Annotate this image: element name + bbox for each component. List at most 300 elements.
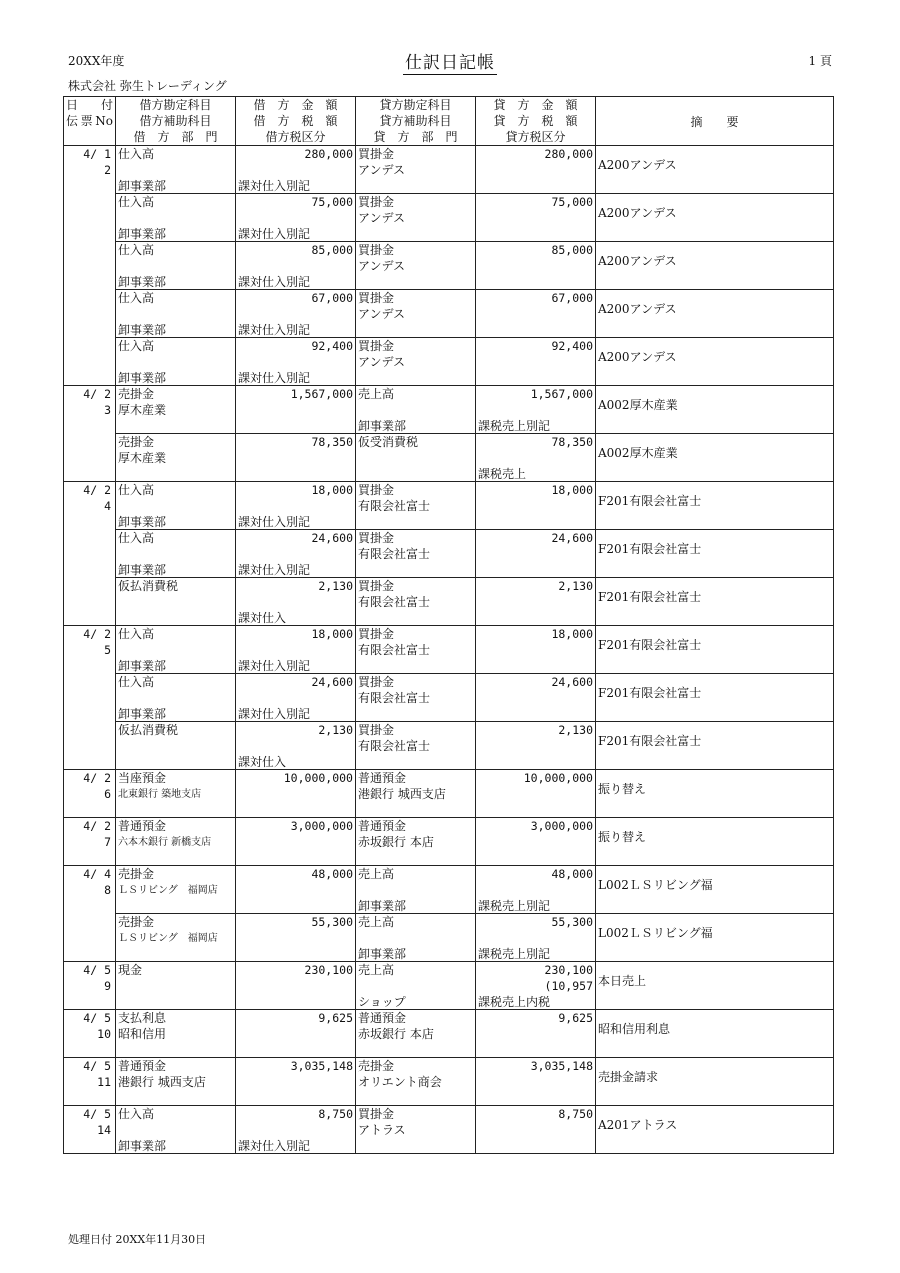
credit-account: 買掛金 — [358, 579, 395, 593]
debit-account: 仕入高 — [118, 243, 155, 257]
entry-description: A201アトラス — [598, 1118, 678, 1132]
debit-department: 卸事業部 — [118, 371, 167, 385]
col-header-credit-account-line2: 貸方補助科目 — [379, 114, 452, 128]
journal-entry-row — [64, 338, 834, 386]
credit-sub-account: アンデス — [358, 307, 406, 321]
debit-account: 仕入高 — [118, 531, 155, 545]
journal-entry-row — [64, 290, 834, 338]
debit-sub-account: 六本木銀行 新橋支店 — [118, 837, 212, 848]
entry-voucher-no: 9 — [104, 979, 111, 993]
debit-amount: 24,600 — [311, 531, 353, 545]
debit-amount-cell — [236, 1058, 356, 1106]
debit-tax-category: 課対仕入 — [238, 611, 287, 625]
debit-account-cell — [116, 818, 236, 866]
debit-department: 卸事業部 — [118, 1139, 167, 1153]
debit-account-cell — [116, 626, 236, 674]
journal-entry-row — [64, 242, 834, 290]
credit-amount: 3,000,000 — [530, 819, 593, 833]
credit-account-cell — [356, 818, 476, 866]
debit-sub-account: 北東銀行 築地支店 — [118, 789, 202, 800]
credit-amount: 230,100 — [544, 963, 593, 977]
description-cell — [596, 818, 834, 866]
journal-entry-row — [64, 1010, 834, 1058]
debit-account: 仮払消費税 — [118, 723, 179, 737]
debit-account: 仕入高 — [118, 147, 155, 161]
header-row — [64, 97, 834, 146]
credit-amount-cell — [476, 1106, 596, 1154]
entry-voucher-no: 7 — [104, 835, 111, 849]
entry-description: 振り替え — [598, 782, 647, 796]
col-header-debit-amount-line3: 借方税区分 — [265, 130, 326, 144]
debit-department: 卸事業部 — [118, 515, 167, 529]
entry-date-cell — [64, 674, 116, 722]
entry-date-cell — [64, 290, 116, 338]
journal-entry-row — [64, 962, 834, 1010]
debit-account: 売掛金 — [118, 387, 155, 401]
debit-amount-cell — [236, 626, 356, 674]
debit-amount: 230,100 — [304, 963, 353, 977]
credit-department: ショップ — [358, 995, 406, 1009]
entry-description: A200アンデス — [598, 350, 677, 364]
debit-amount: 18,000 — [311, 483, 353, 497]
debit-amount-cell — [236, 290, 356, 338]
description-cell — [596, 674, 834, 722]
credit-account-cell — [356, 578, 476, 626]
credit-account: 普通預金 — [358, 1011, 407, 1025]
credit-amount: 24,600 — [551, 675, 593, 689]
credit-account-cell — [356, 242, 476, 290]
credit-account: 売上高 — [358, 387, 395, 401]
credit-amount-cell — [476, 530, 596, 578]
credit-department: 卸事業部 — [358, 899, 407, 913]
debit-tax-category: 課対仕入別記 — [238, 179, 311, 193]
entry-date: 4/ 2 — [83, 771, 111, 785]
credit-amount: 18,000 — [551, 483, 593, 497]
debit-amount: 10,000,000 — [283, 771, 353, 785]
credit-amount-cell — [476, 722, 596, 770]
credit-account-cell — [356, 1106, 476, 1154]
credit-sub-account: 有限会社富士 — [358, 547, 431, 561]
credit-sub-account: 港銀行 城西支店 — [358, 787, 446, 801]
credit-amount-cell — [476, 770, 596, 818]
credit-amount-cell — [476, 674, 596, 722]
description-cell — [596, 1106, 834, 1154]
debit-tax-category: 課対仕入別記 — [238, 659, 311, 673]
credit-account-cell — [356, 722, 476, 770]
description-cell — [596, 194, 834, 242]
debit-tax-category: 課対仕入 — [238, 755, 287, 769]
debit-sub-account: ＬＳリビング 福岡店 — [118, 933, 218, 944]
entry-description: 売掛金請求 — [598, 1070, 659, 1084]
debit-account: 売掛金 — [118, 867, 155, 881]
credit-account-cell — [356, 626, 476, 674]
debit-account-cell — [116, 1106, 236, 1154]
journal-entry-row — [64, 146, 834, 194]
credit-sub-account: 有限会社富士 — [358, 643, 431, 657]
debit-account-cell — [116, 530, 236, 578]
credit-account-cell — [356, 1058, 476, 1106]
credit-sub-account: 有限会社富士 — [358, 739, 431, 753]
entry-description: 本日売上 — [598, 974, 647, 988]
credit-account: 買掛金 — [358, 483, 395, 497]
debit-tax-category: 課対仕入別記 — [238, 275, 311, 289]
credit-tax-amount: (10,957 — [544, 979, 593, 993]
credit-sub-account: 有限会社富士 — [358, 499, 431, 513]
entry-date: 4/ 4 — [83, 867, 111, 881]
credit-sub-account: 有限会社富士 — [358, 595, 431, 609]
credit-account: 売掛金 — [358, 1059, 395, 1073]
entry-description: A002厚木産業 — [598, 446, 678, 460]
credit-account: 買掛金 — [358, 627, 395, 641]
debit-amount-cell — [236, 962, 356, 1010]
entry-description: L002ＬＳリビング福 — [598, 878, 713, 892]
credit-account: 買掛金 — [358, 1107, 395, 1121]
description-cell — [596, 866, 834, 914]
credit-amount-cell — [476, 242, 596, 290]
description-cell — [596, 722, 834, 770]
credit-amount-cell — [476, 1058, 596, 1106]
credit-account: 売上高 — [358, 915, 395, 929]
credit-amount: 85,000 — [551, 243, 593, 257]
entry-voucher-no: 6 — [104, 787, 111, 801]
credit-account: 買掛金 — [358, 243, 395, 257]
credit-amount-cell — [476, 914, 596, 962]
entry-description: F201有限会社富士 — [598, 590, 702, 604]
debit-sub-account: 港銀行 城西支店 — [118, 1075, 206, 1089]
debit-account: 売掛金 — [118, 915, 155, 929]
credit-amount-cell — [476, 866, 596, 914]
debit-amount: 9,625 — [318, 1011, 353, 1025]
credit-sub-account: アンデス — [358, 259, 406, 273]
entry-description: F201有限会社富士 — [598, 542, 702, 556]
credit-sub-account: 赤坂銀行 本店 — [358, 835, 434, 849]
credit-account: 買掛金 — [358, 723, 395, 737]
debit-amount-cell — [236, 482, 356, 530]
debit-account-cell — [116, 770, 236, 818]
journal-entry-row — [64, 770, 834, 818]
credit-amount-cell — [476, 290, 596, 338]
credit-account-cell — [356, 914, 476, 962]
credit-account-cell — [356, 338, 476, 386]
journal-entry-row — [64, 818, 834, 866]
credit-account-cell — [356, 194, 476, 242]
entry-description: F201有限会社富士 — [598, 638, 702, 652]
description-cell — [596, 482, 834, 530]
debit-amount-cell — [236, 770, 356, 818]
debit-amount-cell — [236, 674, 356, 722]
entry-voucher-no: 8 — [104, 883, 111, 897]
entry-description: 昭和信用利息 — [598, 1022, 671, 1036]
entry-description: A200アンデス — [598, 302, 677, 316]
credit-tax-category: 課税売上別記 — [478, 419, 551, 433]
entry-date-cell — [64, 818, 116, 866]
entry-description: F201有限会社富士 — [598, 494, 702, 508]
col-header-debit-account-line2: 借方補助科目 — [139, 114, 212, 128]
entry-date: 4/ 2 — [83, 483, 111, 497]
debit-amount: 3,035,148 — [290, 1059, 353, 1073]
debit-amount-cell — [236, 722, 356, 770]
debit-sub-account: 昭和信用 — [118, 1027, 167, 1041]
description-cell — [596, 578, 834, 626]
debit-account: 仮払消費税 — [118, 579, 179, 593]
debit-account: 仕入高 — [118, 339, 155, 353]
description-cell — [596, 434, 834, 482]
entry-voucher-no: 14 — [97, 1123, 111, 1137]
journal-entry-row — [64, 626, 834, 674]
debit-account-cell — [116, 338, 236, 386]
credit-amount: 92,400 — [551, 339, 593, 353]
credit-account: 買掛金 — [358, 339, 395, 353]
entry-date-cell — [64, 626, 116, 674]
debit-tax-category: 課対仕入別記 — [238, 515, 311, 529]
debit-account: 仕入高 — [118, 675, 155, 689]
debit-amount-cell — [236, 530, 356, 578]
credit-tax-category: 課税売上内税 — [478, 995, 551, 1009]
col-header-credit-account-line1: 貸方勘定科目 — [379, 98, 452, 112]
journal-table — [63, 96, 834, 1154]
journal-entry-row — [64, 866, 834, 914]
debit-amount: 280,000 — [304, 147, 353, 161]
debit-amount-cell — [236, 434, 356, 482]
entry-date-cell — [64, 1106, 116, 1154]
credit-account-cell — [356, 482, 476, 530]
credit-sub-account: アンデス — [358, 163, 406, 177]
debit-sub-account: ＬＳリビング 福岡店 — [118, 885, 218, 896]
debit-tax-category: 課対仕入別記 — [238, 323, 311, 337]
credit-amount: 18,000 — [551, 627, 593, 641]
col-header-debit-amount-line1: 借 方 金 額 — [253, 98, 338, 112]
journal-entry-row — [64, 530, 834, 578]
debit-account-cell — [116, 290, 236, 338]
credit-account: 買掛金 — [358, 195, 395, 209]
debit-amount: 24,600 — [311, 675, 353, 689]
debit-amount: 48,000 — [311, 867, 353, 881]
entry-date: 4/ 2 — [83, 627, 111, 641]
debit-amount-cell — [236, 818, 356, 866]
entry-date-cell — [64, 386, 116, 434]
debit-tax-category: 課対仕入別記 — [238, 707, 311, 721]
entry-date-cell — [64, 722, 116, 770]
col-header-credit-amount — [476, 97, 596, 146]
credit-sub-account: アンデス — [358, 355, 406, 369]
entry-date-cell — [64, 578, 116, 626]
entry-date-cell — [64, 770, 116, 818]
description-cell — [596, 386, 834, 434]
debit-department: 卸事業部 — [118, 659, 167, 673]
journal-entry-row — [64, 1106, 834, 1154]
debit-department: 卸事業部 — [118, 275, 167, 289]
description-cell — [596, 290, 834, 338]
entry-description: A200アンデス — [598, 254, 677, 268]
page-number: 1 頁 — [808, 54, 832, 68]
credit-amount: 67,000 — [551, 291, 593, 305]
credit-amount: 9,625 — [558, 1011, 593, 1025]
col-header-description: 摘 要 — [596, 97, 834, 146]
entry-date: 4/ 2 — [83, 387, 111, 401]
debit-amount: 55,300 — [311, 915, 353, 929]
company-name: 株式会社 弥生トレーディング — [68, 79, 227, 93]
debit-account-cell — [116, 722, 236, 770]
entry-voucher-no: 5 — [104, 643, 111, 657]
debit-account-cell — [116, 914, 236, 962]
debit-tax-category: 課対仕入別記 — [238, 371, 311, 385]
debit-amount: 1,567,000 — [290, 387, 353, 401]
credit-amount: 10,000,000 — [523, 771, 593, 785]
description-cell — [596, 770, 834, 818]
description-cell — [596, 146, 834, 194]
debit-amount: 75,000 — [311, 195, 353, 209]
debit-account: 仕入高 — [118, 291, 155, 305]
debit-account-cell — [116, 434, 236, 482]
credit-account: 買掛金 — [358, 291, 395, 305]
debit-account-cell — [116, 482, 236, 530]
col-header-date-line2: 伝票No — [66, 114, 113, 128]
debit-amount: 92,400 — [311, 339, 353, 353]
debit-amount-cell — [236, 194, 356, 242]
col-header-date — [64, 97, 116, 146]
debit-account-cell — [116, 578, 236, 626]
entry-description: 振り替え — [598, 830, 647, 844]
debit-account-cell — [116, 386, 236, 434]
description-cell — [596, 1058, 834, 1106]
entry-voucher-no: 10 — [97, 1027, 111, 1041]
debit-amount: 85,000 — [311, 243, 353, 257]
debit-account-cell — [116, 146, 236, 194]
credit-account: 買掛金 — [358, 531, 395, 545]
entry-date: 4/ 5 — [83, 1107, 111, 1121]
credit-account-cell — [356, 674, 476, 722]
credit-account: 仮受消費税 — [358, 435, 419, 449]
col-header-debit-account-line3: 借 方 部 門 — [133, 130, 218, 144]
debit-account: 仕入高 — [118, 483, 155, 497]
credit-account-cell — [356, 290, 476, 338]
entry-date-cell — [64, 962, 116, 1010]
debit-amount-cell — [236, 866, 356, 914]
credit-sub-account: アトラス — [358, 1123, 406, 1137]
debit-department: 卸事業部 — [118, 323, 167, 337]
col-header-debit-amount-line2: 借 方 税 額 — [253, 114, 338, 128]
debit-account-cell — [116, 242, 236, 290]
debit-amount: 8,750 — [318, 1107, 353, 1121]
entry-description: L002ＬＳリビング福 — [598, 926, 713, 940]
debit-department: 卸事業部 — [118, 179, 167, 193]
entry-description: A200アンデス — [598, 158, 677, 172]
entry-date-cell — [64, 242, 116, 290]
credit-tax-category: 課税売上 — [478, 467, 527, 481]
credit-sub-account: オリエント商会 — [358, 1075, 442, 1089]
entry-description: F201有限会社富士 — [598, 686, 702, 700]
journal-body — [64, 146, 834, 1154]
credit-account-cell — [356, 1010, 476, 1058]
debit-department: 卸事業部 — [118, 707, 167, 721]
credit-sub-account: 有限会社富士 — [358, 691, 431, 705]
credit-amount-cell — [476, 962, 596, 1010]
credit-account: 普通預金 — [358, 771, 407, 785]
description-cell — [596, 530, 834, 578]
description-cell — [596, 1010, 834, 1058]
page-title — [0, 48, 900, 73]
credit-account-cell — [356, 962, 476, 1010]
col-header-credit-amount-line2: 貸 方 税 額 — [493, 114, 578, 128]
credit-amount: 55,300 — [551, 915, 593, 929]
journal-entry-row — [64, 434, 834, 482]
journal-entry-row — [64, 674, 834, 722]
debit-amount-cell — [236, 386, 356, 434]
debit-amount-cell — [236, 242, 356, 290]
debit-sub-account: 厚木産業 — [118, 451, 167, 465]
credit-amount: 48,000 — [551, 867, 593, 881]
credit-amount-cell — [476, 338, 596, 386]
credit-account-cell — [356, 530, 476, 578]
entry-date-cell — [64, 914, 116, 962]
credit-account-cell — [356, 146, 476, 194]
debit-account-cell — [116, 1058, 236, 1106]
debit-account: 仕入高 — [118, 627, 155, 641]
col-header-debit-account — [116, 97, 236, 146]
entry-voucher-no: 3 — [104, 403, 111, 417]
entry-date-cell — [64, 866, 116, 914]
col-header-credit-amount-line3: 貸方税区分 — [505, 130, 566, 144]
entry-date: 4/ 2 — [83, 819, 111, 833]
journal-entry-row — [64, 1058, 834, 1106]
description-cell — [596, 338, 834, 386]
debit-account: 売掛金 — [118, 435, 155, 449]
credit-amount: 8,750 — [558, 1107, 593, 1121]
credit-amount-cell — [476, 578, 596, 626]
credit-amount: 3,035,148 — [530, 1059, 593, 1073]
credit-amount: 24,600 — [551, 531, 593, 545]
entry-date-cell — [64, 482, 116, 530]
journal-entry-row — [64, 386, 834, 434]
entry-date-cell — [64, 194, 116, 242]
credit-tax-category: 課税売上別記 — [478, 947, 551, 961]
debit-account: 普通預金 — [118, 819, 167, 833]
credit-account-cell — [356, 434, 476, 482]
credit-amount-cell — [476, 818, 596, 866]
journal-entry-row — [64, 482, 834, 530]
description-cell — [596, 626, 834, 674]
col-header-debit-account-line1: 借方勘定科目 — [139, 98, 212, 112]
col-header-credit-account — [356, 97, 476, 146]
credit-amount: 75,000 — [551, 195, 593, 209]
entry-date-cell — [64, 434, 116, 482]
credit-tax-category: 課税売上別記 — [478, 899, 551, 913]
credit-amount-cell — [476, 194, 596, 242]
entry-date-cell — [64, 338, 116, 386]
processed-date: 処理日付 20XX年11月30日 — [68, 1233, 207, 1246]
description-cell — [596, 914, 834, 962]
credit-amount-cell — [476, 146, 596, 194]
col-header-credit-account-line3: 貸 方 部 門 — [373, 130, 458, 144]
debit-department: 卸事業部 — [118, 227, 167, 241]
debit-account-cell — [116, 1010, 236, 1058]
entry-date-cell — [64, 530, 116, 578]
debit-amount-cell — [236, 1106, 356, 1154]
entry-date-cell — [64, 1010, 116, 1058]
credit-amount: 1,567,000 — [530, 387, 593, 401]
debit-amount: 78,350 — [311, 435, 353, 449]
description-cell — [596, 242, 834, 290]
col-header-credit-amount-line1: 貸 方 金 額 — [493, 98, 578, 112]
entry-date-cell — [64, 146, 116, 194]
entry-date: 4/ 5 — [83, 1011, 111, 1025]
journal-entry-row — [64, 578, 834, 626]
entry-date-cell — [64, 1058, 116, 1106]
entry-voucher-no: 11 — [97, 1075, 111, 1089]
debit-account-cell — [116, 866, 236, 914]
credit-amount-cell — [476, 626, 596, 674]
entry-description: A200アンデス — [598, 206, 677, 220]
